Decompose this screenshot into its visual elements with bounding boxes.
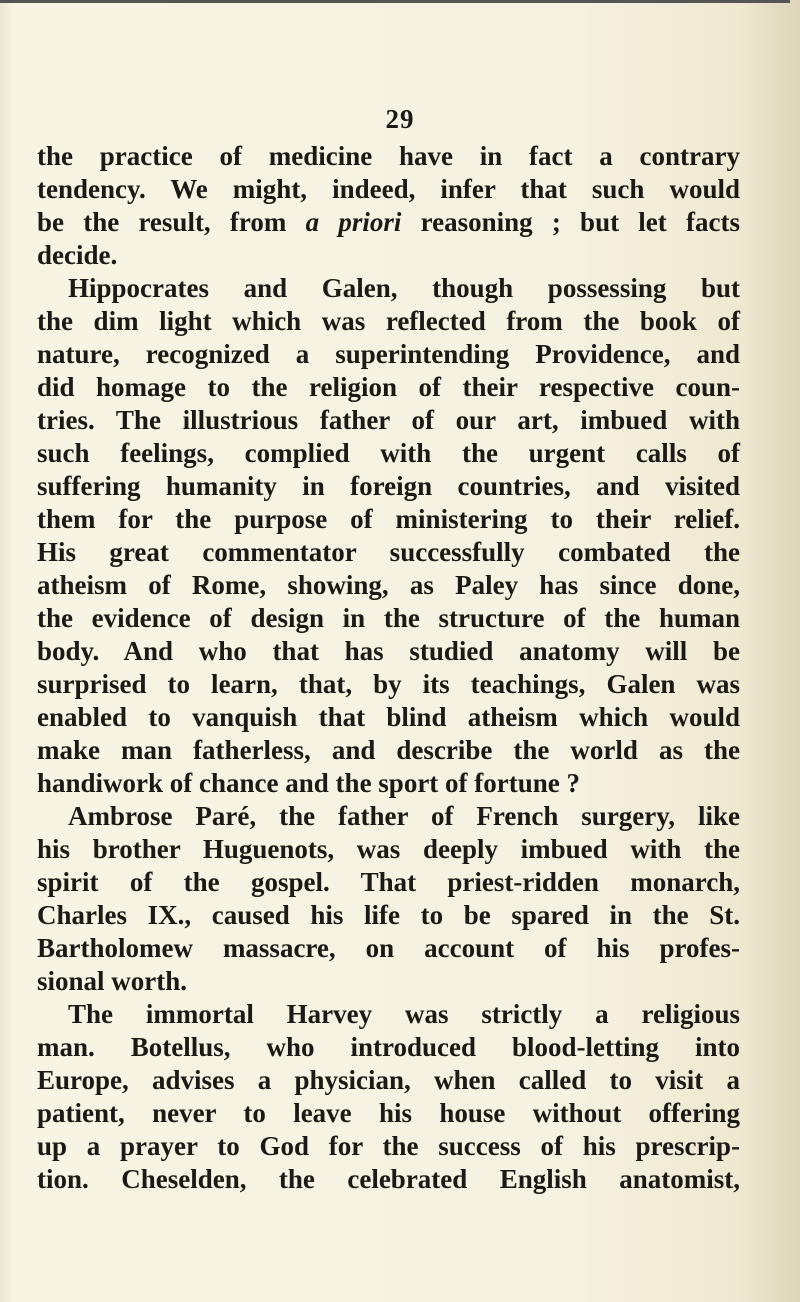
paragraph-start: Hippocrates and Galen, though possessing but <box>68 273 740 303</box>
text-line: decide. <box>37 240 118 270</box>
page-number: 29 <box>385 104 415 134</box>
paragraph-start: Ambrose Paré, the father of French surgery, like <box>68 801 740 831</box>
text-line: nature, recognized a superintending Providence, and <box>37 339 740 369</box>
text-run: be the result, from <box>37 207 306 237</box>
text-line: body. And who that has studied anatomy will be <box>37 636 740 666</box>
text-line: sional worth. <box>37 966 188 996</box>
text-line: enabled to vanquish that blind atheism which would <box>37 702 740 732</box>
text-line: the dim light which was reflected from the book of <box>37 306 740 336</box>
paragraph-start: The immortal Harvey was strictly a religious <box>68 999 740 1029</box>
text-line: patient, never to leave his house without offering <box>37 1098 740 1128</box>
page-edge-shade <box>740 0 800 1302</box>
text-line: up a prayer to God for the success of his prescrip- <box>37 1131 740 1161</box>
italic-phrase: a priori <box>305 207 402 237</box>
text-line: Charles IX., caused his life to be spared in the St. <box>37 900 740 930</box>
text-run: reasoning ; but let facts <box>401 207 740 237</box>
top-border-line <box>0 0 790 3</box>
text-line: suffering humanity in foreign countries, and visited <box>37 471 740 501</box>
page-gutter-shadow <box>0 0 14 1302</box>
text-line: His great commentator successfully combated the <box>37 537 740 567</box>
text-line: tion. Cheselden, the celebrated English anatomist, <box>37 1164 740 1194</box>
text-line: tries. The illustrious father of our art, imbued with <box>37 405 740 435</box>
text-line: spirit of the gospel. That priest-ridden monarch, <box>37 867 740 897</box>
text-line: handiwork of chance and the sport of fortune ? <box>37 768 581 798</box>
text-line: his brother Huguenots, was deeply imbued with the <box>37 834 740 864</box>
text-line: the evidence of design in the structure of the human <box>37 603 740 633</box>
text-line: Bartholomew massacre, on account of his profes- <box>37 933 740 963</box>
text-line: did homage to the religion of their respective coun- <box>37 372 740 402</box>
text-line: make man fatherless, and describe the world as the <box>37 735 740 765</box>
text-line: tendency. We might, indeed, infer that such would <box>37 174 740 204</box>
text-line: man. Botellus, who introduced blood-letting into <box>37 1032 740 1062</box>
text-line: Europe, advises a physician, when called to visit a <box>37 1065 740 1095</box>
text-line: such feelings, complied with the urgent calls of <box>37 438 740 468</box>
text-line <box>37 205 740 239</box>
text-line: surprised to learn, that, by its teachings, Galen was <box>37 669 740 699</box>
text-line: them for the purpose of ministering to their relief. <box>37 504 740 534</box>
text-line: atheism of Rome, showing, as Paley has since done, <box>37 570 740 600</box>
text-line: the practice of medicine have in fact a contrary <box>37 141 740 171</box>
